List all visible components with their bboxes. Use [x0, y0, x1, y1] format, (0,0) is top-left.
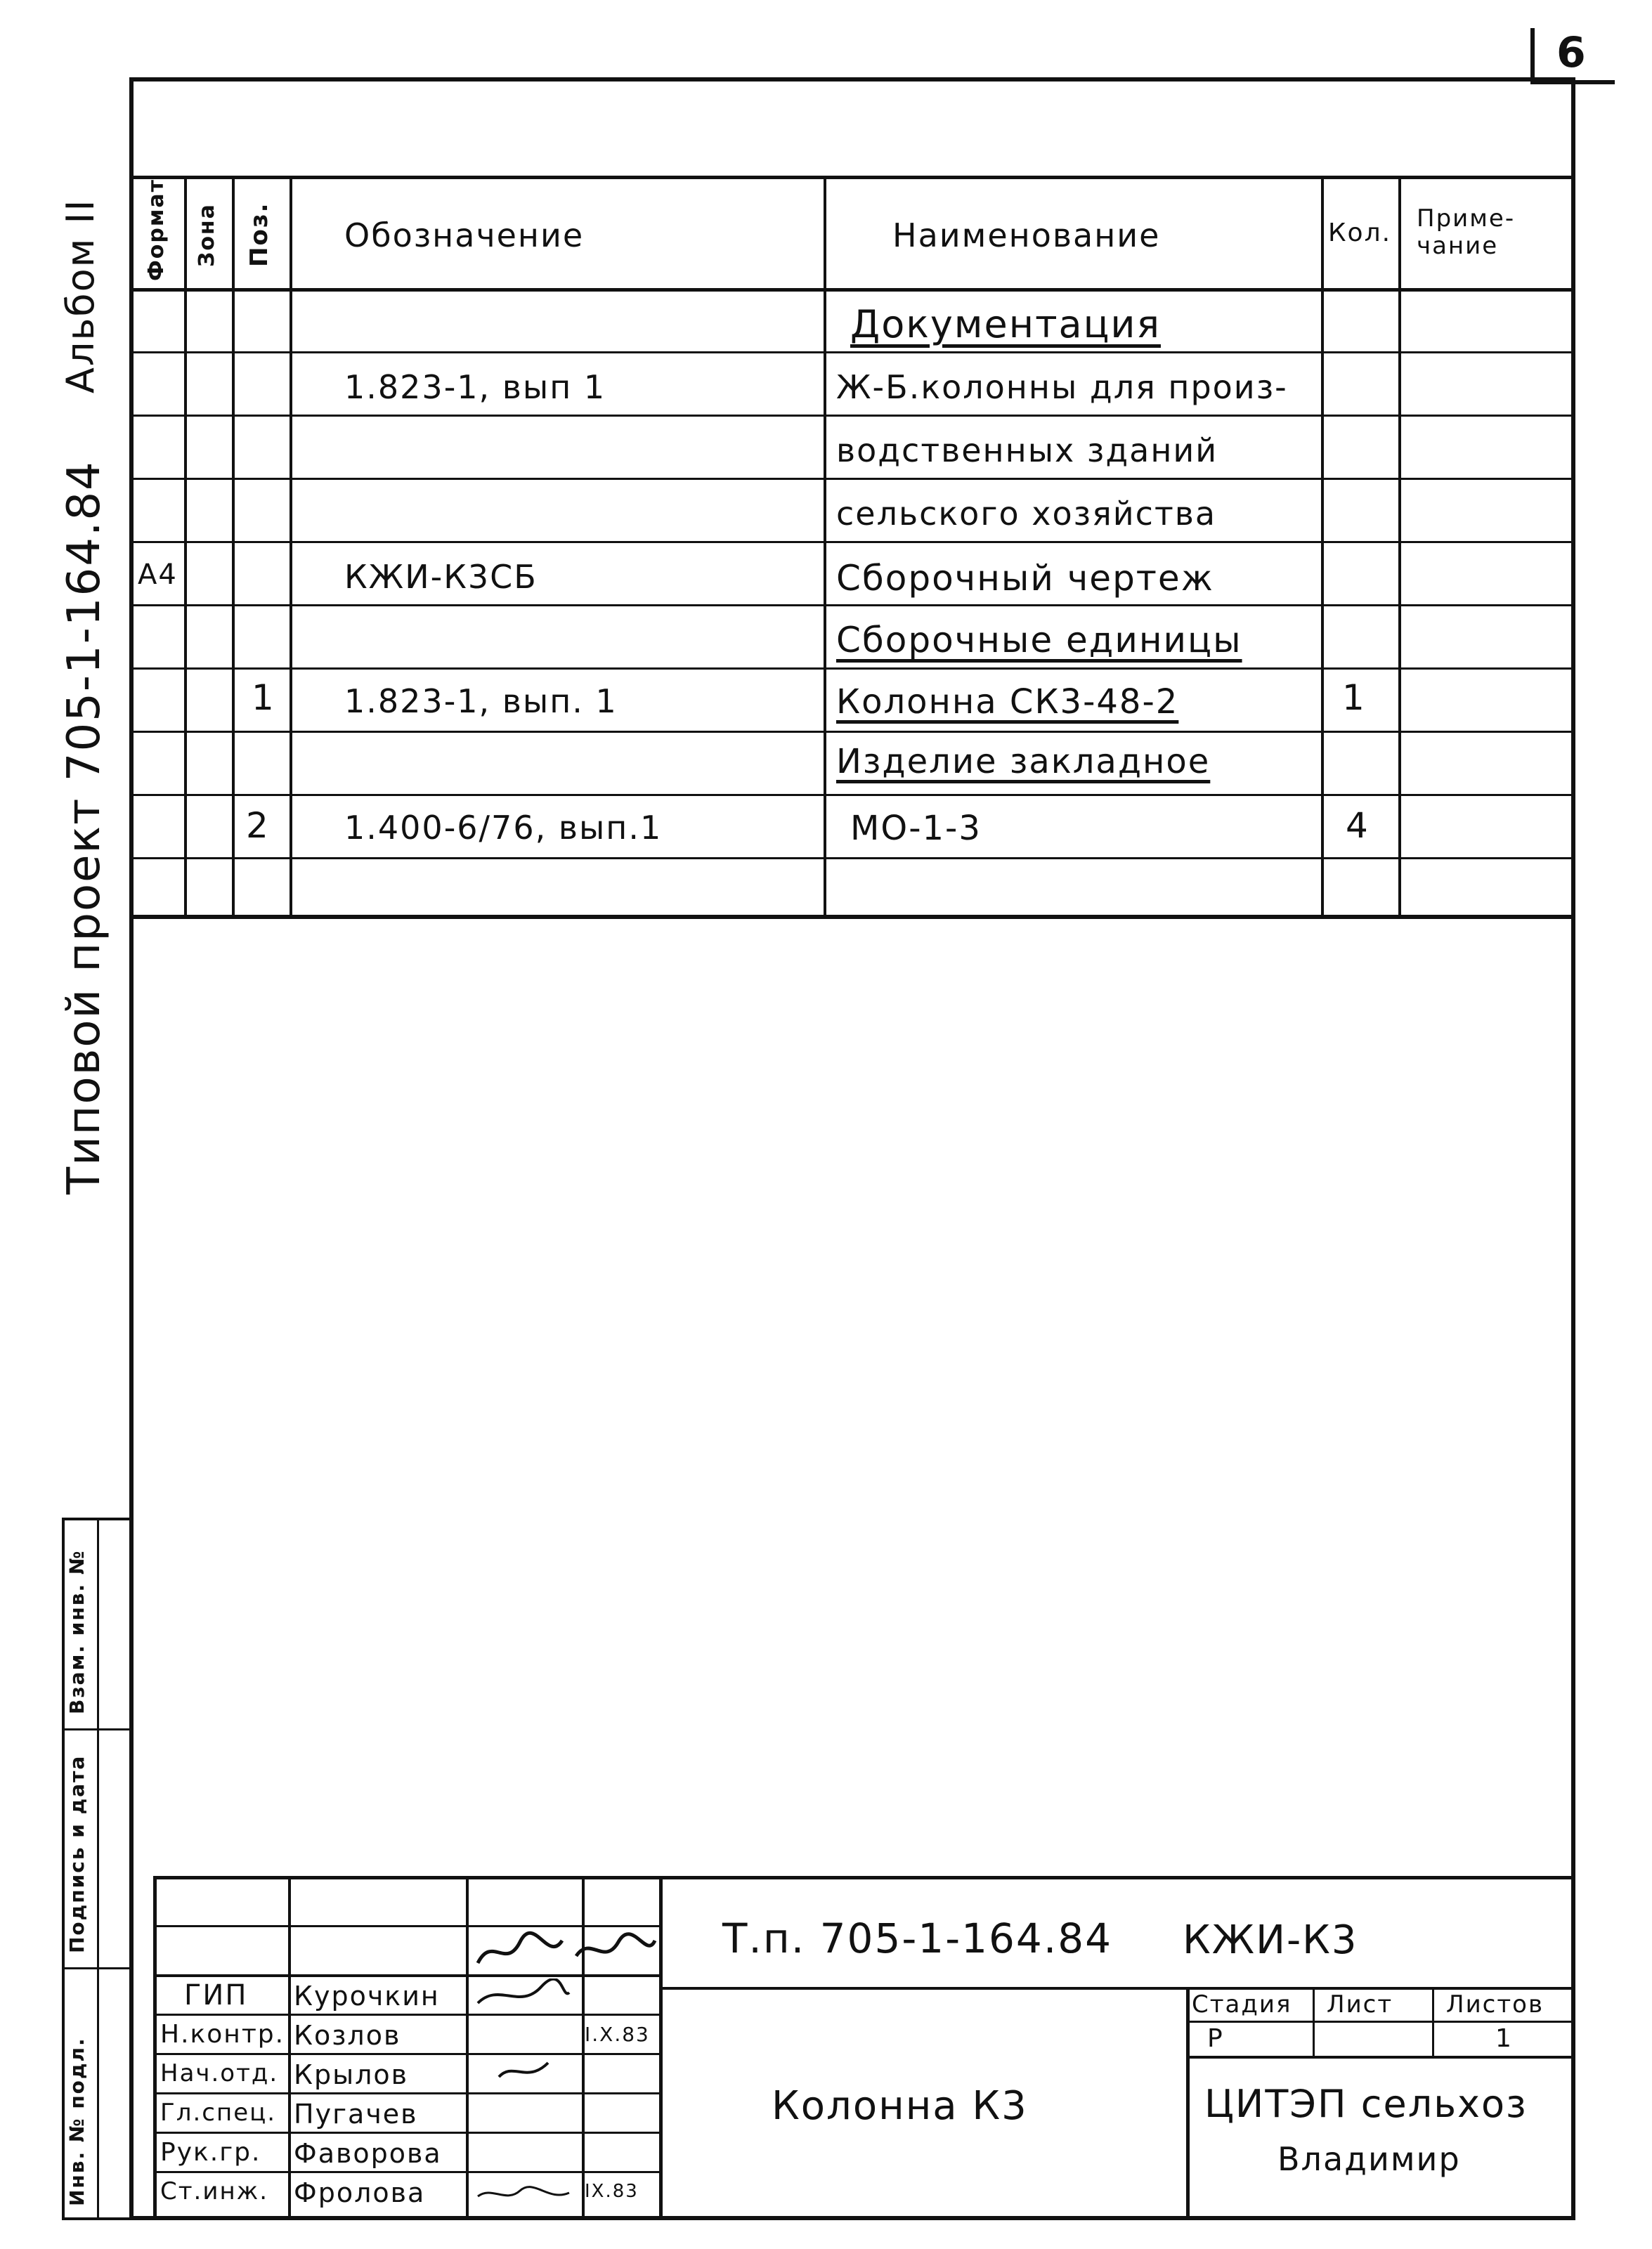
row-name: МО-1-3 — [850, 809, 982, 848]
row-name: Изделие закладное — [836, 742, 1211, 781]
header-note: Приме-чание — [1417, 204, 1516, 261]
row-name: сельского хозяйства — [836, 495, 1217, 533]
strip-divider — [62, 1967, 134, 1969]
row-line — [134, 478, 1571, 480]
header-format: Формат — [144, 178, 169, 281]
header-zone: Зона — [195, 203, 219, 267]
signer-date: IX.83 — [585, 2181, 639, 2202]
row-designation: 1.823-1, вып 1 — [344, 368, 606, 406]
row-line — [134, 351, 1571, 353]
page-number: 6 — [1556, 28, 1587, 77]
strip-divider — [62, 1728, 134, 1730]
strip-mid-line — [97, 1518, 99, 2220]
row-name: Колонна СК3-48-2 — [836, 682, 1179, 722]
row-designation: КЖИ-К3СБ — [344, 558, 538, 596]
tb-stage-col — [1313, 1987, 1315, 2057]
row-name-section: Документация — [850, 302, 1161, 346]
signature-scribble — [471, 1979, 576, 2014]
row-format: А4 — [138, 559, 178, 591]
col-line — [290, 176, 292, 919]
header-bottom-line — [134, 288, 1571, 292]
signer-role: Рук.гр. — [160, 2138, 261, 2167]
row-name: Сборочный чертеж — [836, 558, 1214, 599]
frame-right — [1571, 77, 1575, 2220]
row-name-section: Сборочные единицы — [836, 620, 1242, 660]
row-line — [134, 731, 1571, 733]
tb-row-line — [153, 1925, 661, 1927]
tb-project-code: Т.п. 705-1-164.84 — [722, 1915, 1113, 1962]
strip-bottom-line — [62, 2217, 134, 2220]
signer-name: Пугачев — [294, 2099, 418, 2130]
table-bottom-line — [134, 915, 1571, 919]
strip-inv-label: Инв. № подл. — [65, 2037, 89, 2206]
page-number-divider — [1530, 28, 1535, 84]
title-block — [153, 1876, 1571, 2216]
header-qty: Кол. — [1328, 219, 1392, 247]
tb-row-line — [153, 2171, 661, 2173]
table-top-line — [134, 176, 1571, 179]
tb-stage-row — [1188, 2056, 1571, 2059]
signer-name: Фролова — [294, 2177, 426, 2208]
col-line — [1321, 176, 1324, 919]
tb-code-divider — [661, 1987, 1571, 1990]
signature-scribble — [471, 2175, 576, 2210]
row-designation: 1.400-6/76, вып.1 — [344, 809, 663, 847]
row-designation: 1.823-1, вып. 1 — [344, 682, 618, 720]
signer-role: ГИП — [184, 1979, 248, 2012]
col-line — [232, 176, 235, 919]
strip-left-line — [62, 1518, 65, 2220]
signer-name: Фаворова — [294, 2138, 442, 2169]
row-qty: 1 — [1342, 677, 1366, 718]
tb-sheet-header: Лист — [1327, 1990, 1393, 2019]
tb-row-line — [153, 2014, 661, 2016]
tb-stage-row — [1188, 2021, 1571, 2023]
row-name: водственных зданий — [836, 431, 1218, 469]
signer-date: I.X.83 — [585, 2023, 650, 2046]
tb-stage-header: Стадия — [1192, 1990, 1292, 2019]
signer-name: Козлов — [294, 2020, 401, 2051]
signer-role: Н.контр. — [160, 2020, 285, 2049]
row-line — [134, 415, 1571, 417]
row-pos: 1 — [252, 677, 275, 718]
strip-vzam-label: Взам. инв. № — [65, 1549, 89, 1714]
signature-scribble — [471, 1928, 661, 1974]
signature-scribble — [471, 2056, 576, 2091]
side-album-label: Альбом II — [58, 198, 103, 393]
tb-doc-code: КЖИ-К3 — [1183, 1917, 1358, 1963]
signer-name: Курочкин — [294, 1981, 440, 2012]
tb-org-line1: ЦИТЭП сельхоз — [1204, 2082, 1528, 2126]
signer-role: Ст.инж. — [160, 2177, 269, 2205]
header-pos: Поз. — [245, 202, 273, 267]
frame-bottom — [129, 2216, 1575, 2220]
frame-top — [129, 77, 1575, 82]
strip-podpis-label: Подпись и дата — [65, 1754, 89, 1953]
row-line — [134, 794, 1571, 796]
left-strip — [62, 1518, 134, 2220]
signer-role: Нач.отд. — [160, 2059, 279, 2087]
tb-top-line — [153, 1876, 1571, 1879]
signer-role: Гл.спец. — [160, 2099, 277, 2127]
header-designation: Обозначение — [344, 216, 585, 254]
tb-row-line — [153, 2092, 661, 2094]
tb-row-line — [153, 1974, 661, 1977]
col-line — [1398, 176, 1401, 919]
header-name: Наименование — [892, 216, 1161, 254]
tb-sheets-header: Листов — [1446, 1990, 1544, 2019]
row-pos: 2 — [246, 805, 270, 846]
tb-stage-value: Р — [1207, 2024, 1224, 2053]
side-project-label: Типовой проект 705-1-164.84 — [58, 460, 110, 1194]
col-line — [824, 176, 826, 919]
tb-stage-col — [1432, 1987, 1434, 2057]
row-line — [134, 857, 1571, 859]
row-qty: 4 — [1346, 805, 1370, 846]
col-line — [184, 176, 187, 919]
tb-title: Колонна К3 — [772, 2083, 1028, 2129]
tb-org-line2: Владимир — [1277, 2140, 1461, 2178]
spec-table — [134, 176, 1571, 920]
row-line — [134, 604, 1571, 606]
row-line — [134, 541, 1571, 543]
tb-row-line — [153, 2053, 661, 2055]
row-name: Ж-Б.колонны для произ- — [836, 368, 1288, 406]
tb-sheets-value: 1 — [1495, 2024, 1513, 2053]
row-line — [134, 667, 1571, 670]
tb-row-line — [153, 2132, 661, 2134]
signer-name: Крылов — [294, 2059, 409, 2090]
